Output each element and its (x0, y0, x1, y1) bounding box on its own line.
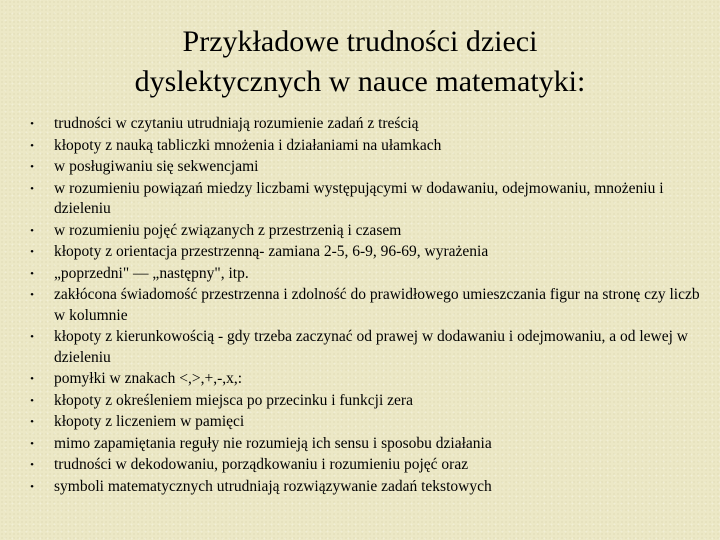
bullet-icon: • (30, 267, 34, 280)
list-item (24, 264, 700, 285)
list-item-text: trudności w dekodowaniu, porządkowaniu i rozumieniu pojęć oraz (54, 456, 469, 473)
list-item (24, 221, 700, 242)
list-item-text: mimo zapamiętania reguły nie rozumieją ich sensu i sposobu działania (54, 434, 492, 452)
list-item (24, 391, 700, 412)
bullet-icon: • (30, 437, 34, 450)
list-item (24, 179, 700, 220)
bullet-icon: • (30, 394, 34, 407)
list-item (24, 455, 700, 476)
bullet-icon: • (30, 118, 34, 130)
list-item-text: pomyłki w znakach <,>,+,-,x,: (54, 370, 243, 387)
list-item (24, 412, 700, 433)
list-item-text: w posługiwaniu się sekwencjami (54, 158, 259, 175)
bullet-icon: • (30, 139, 34, 152)
list-item (24, 157, 700, 178)
bullet-icon: • (30, 373, 34, 385)
bullet-icon: • (30, 246, 34, 258)
list-item-text: „poprzedni" — „następny", itp. (54, 264, 249, 282)
list-item (24, 136, 700, 157)
list-item (24, 434, 700, 455)
list-item-text: trudności w czytaniu utrudniają rozumienie zadań z treścią (54, 115, 419, 132)
list-item (24, 327, 700, 368)
bullet-icon: • (30, 416, 34, 428)
slide-title-line-1: Przykładowe trudności dzieci (182, 25, 538, 58)
bullet-icon: • (30, 459, 34, 471)
bullet-icon: • (30, 224, 34, 237)
list-item-text: symboli matematycznych utrudniają rozwiązywanie zadań tekstowych (54, 477, 492, 495)
slide-title-line-2: dyslektycznych w nauce matematyki: (134, 65, 586, 98)
slide-title (40, 22, 680, 102)
list-item (24, 285, 700, 326)
list-item-text: kłopoty z nauką tabliczki mnożenia i działaniami na ułamkach (54, 136, 442, 154)
bullet-icon: • (30, 331, 34, 343)
bullet-icon: • (30, 480, 34, 493)
list-item (24, 114, 700, 135)
list-item-text: kłopoty z orientacja przestrzenną- zamiana 2-5, 6-9, 96-69, wyrażenia (54, 243, 489, 260)
bullet-icon: • (30, 182, 34, 195)
list-item-text: kłopoty z kierunkowością - gdy trzeba zaczynać od prawej w dodawaniu i odejmowaniu, a od lewej w dzieleniu (54, 328, 688, 366)
list-item-text: w rozumieniu pojęć związanych z przestrzenią i czasem (54, 221, 402, 239)
list-item-text: zakłócona świadomość przestrzenna i zdolność do prawidłowego umieszczania figur na stronę czy liczb w kolumnie (54, 286, 700, 324)
list-item-text: w rozumieniu powiązań miedzy liczbami występującymi w dodawaniu, odejmowaniu, mnożeniu i dzieleniu (54, 179, 664, 217)
bullet-icon: • (30, 161, 34, 173)
list-item (24, 369, 700, 390)
list-item-text: kłopoty z określeniem miejsca po przecinku i funkcji zera (54, 391, 413, 409)
list-item (24, 477, 700, 498)
list-item (24, 242, 700, 263)
list-item-text: kłopoty z liczeniem w pamięci (54, 413, 245, 430)
bullet-icon: • (30, 289, 34, 301)
bullet-list (24, 114, 700, 498)
